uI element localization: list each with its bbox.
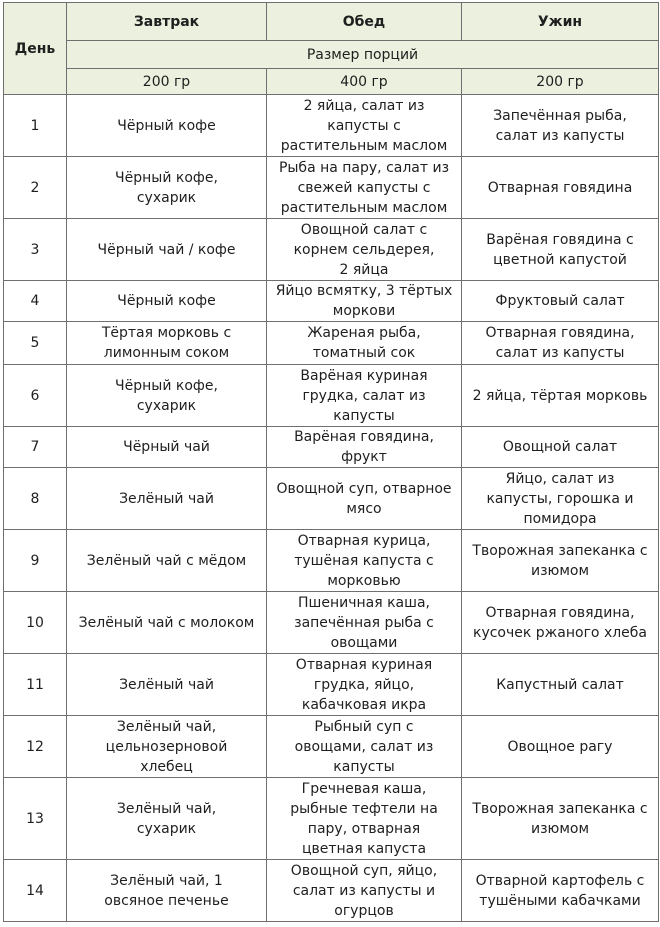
table-row bbox=[4, 716, 659, 778]
breakfast-line: Зелёный чай с молоком bbox=[78, 614, 255, 631]
dinner-line: Запечённая рыба, bbox=[493, 107, 627, 124]
lunch-line: 2 яйца, салат из bbox=[303, 97, 425, 114]
table-row bbox=[4, 468, 659, 530]
lunch-cell bbox=[267, 365, 462, 427]
lunch-cell bbox=[267, 860, 462, 922]
table-row bbox=[4, 365, 659, 427]
table-row bbox=[4, 219, 659, 281]
day-cell: 1 bbox=[4, 95, 67, 157]
header-dinner: Ужин bbox=[462, 3, 659, 41]
dinner-cell bbox=[462, 778, 659, 860]
table-row bbox=[4, 654, 659, 716]
lunch-line: огурцов bbox=[334, 902, 394, 919]
breakfast-cell bbox=[67, 530, 267, 592]
day-cell: 14 bbox=[4, 860, 67, 922]
table-row bbox=[4, 427, 659, 468]
dinner-cell bbox=[462, 281, 659, 322]
breakfast-line: сухарик bbox=[136, 397, 197, 414]
dinner-line: Яйцо, салат из bbox=[505, 470, 615, 487]
header-day: День bbox=[4, 3, 67, 95]
lunch-line: грудка, яйцо, bbox=[313, 676, 415, 693]
dinner-line: 2 яйца, тёртая морковь bbox=[472, 387, 648, 404]
lunch-line: капусты bbox=[333, 407, 395, 424]
dinner-cell bbox=[462, 530, 659, 592]
dinner-line: салат из капусты bbox=[495, 345, 625, 361]
lunch-line: корнем сельдерея, bbox=[293, 241, 435, 258]
breakfast-line: Зелёный чай с мёдом bbox=[86, 552, 247, 569]
lunch-line: салат из капусты и bbox=[292, 882, 436, 899]
lunch-line: овощами bbox=[330, 634, 398, 651]
breakfast-line: хлебец bbox=[140, 758, 193, 775]
portion-dinner: 200 гр bbox=[462, 69, 659, 95]
lunch-line: моркови bbox=[332, 303, 396, 319]
breakfast-line: цельнозерновой bbox=[105, 738, 228, 755]
breakfast-cell bbox=[67, 468, 267, 530]
day-cell: 3 bbox=[4, 219, 67, 281]
lunch-line: Отварная куриная bbox=[295, 656, 433, 673]
lunch-line: свежей капусты с bbox=[297, 179, 431, 196]
day-cell: 12 bbox=[4, 716, 67, 778]
lunch-line: капусты с bbox=[327, 117, 401, 134]
dinner-line: изюмом bbox=[530, 562, 590, 579]
breakfast-cell bbox=[67, 219, 267, 281]
breakfast-cell bbox=[67, 654, 267, 716]
table-body bbox=[4, 95, 659, 922]
dinner-cell bbox=[462, 654, 659, 716]
dinner-line: Варёная говядина с bbox=[486, 231, 634, 248]
dinner-line: Отварная говядина, bbox=[485, 604, 635, 621]
breakfast-line: Чёрный кофе bbox=[117, 117, 216, 134]
lunch-line: Пшеничная каша, bbox=[298, 594, 430, 611]
breakfast-line: Зелёный чай, 1 bbox=[110, 872, 223, 889]
lunch-cell bbox=[267, 281, 462, 322]
dinner-line: Капустный салат bbox=[496, 676, 624, 693]
day-cell: 13 bbox=[4, 778, 67, 860]
lunch-line: растительным маслом bbox=[280, 199, 448, 216]
breakfast-line: Зелёный чай, bbox=[116, 718, 217, 735]
lunch-line: Овощной салат с bbox=[300, 221, 428, 238]
lunch-cell bbox=[267, 219, 462, 281]
breakfast-line: Зелёный чай bbox=[119, 676, 214, 693]
dinner-line: кусочек ржаного хлеба bbox=[472, 624, 648, 641]
lunch-line: морковью bbox=[327, 572, 401, 589]
portion-breakfast: 200 гр bbox=[67, 69, 267, 95]
table-row bbox=[4, 530, 659, 592]
lunch-cell bbox=[267, 322, 462, 365]
lunch-line: растительным маслом bbox=[280, 137, 448, 154]
breakfast-cell bbox=[67, 157, 267, 219]
lunch-line: Жареная рыба, bbox=[307, 325, 421, 341]
lunch-line: запечённая рыба с bbox=[294, 614, 434, 631]
day-cell: 10 bbox=[4, 592, 67, 654]
breakfast-line: Зелёный чай, bbox=[116, 800, 217, 817]
dinner-line: Творожная запеканка с bbox=[472, 800, 648, 817]
breakfast-line: Чёрный кофе, bbox=[115, 169, 218, 186]
header-portion-size: Размер порций bbox=[67, 41, 659, 69]
lunch-cell bbox=[267, 468, 462, 530]
lunch-line: томатный сок bbox=[312, 345, 416, 361]
lunch-line: рыбные тефтели на bbox=[290, 800, 438, 817]
lunch-cell bbox=[267, 530, 462, 592]
lunch-line: 2 яйца bbox=[339, 261, 389, 278]
dinner-line: Отварной картофель с bbox=[475, 872, 645, 889]
dinner-cell bbox=[462, 219, 659, 281]
breakfast-line: Чёрный чай bbox=[123, 439, 210, 455]
lunch-line: цветная капуста bbox=[301, 840, 427, 857]
lunch-line: Гречневая каша, bbox=[301, 780, 427, 797]
header-breakfast: Завтрак bbox=[67, 3, 267, 41]
lunch-line: тушёная капуста с bbox=[294, 552, 434, 569]
lunch-line: Яйцо всмятку, 3 тёртых bbox=[275, 283, 453, 299]
table-row bbox=[4, 322, 659, 365]
lunch-line: Рыба на пару, салат из bbox=[278, 159, 450, 176]
breakfast-cell bbox=[67, 592, 267, 654]
table-row bbox=[4, 778, 659, 860]
breakfast-line: сухарик bbox=[136, 189, 197, 206]
dinner-line: капусты, горошка и bbox=[486, 490, 634, 507]
dinner-line: Творожная запеканка с bbox=[472, 542, 648, 559]
lunch-cell bbox=[267, 427, 462, 468]
dinner-cell bbox=[462, 592, 659, 654]
table-row bbox=[4, 281, 659, 322]
dinner-line: Фруктовый салат bbox=[495, 293, 625, 309]
dinner-line: Отварная говядина bbox=[487, 179, 633, 196]
day-cell: 6 bbox=[4, 365, 67, 427]
day-cell: 8 bbox=[4, 468, 67, 530]
lunch-line: Овощной суп, отварное bbox=[276, 480, 452, 497]
portion-lunch: 400 гр bbox=[267, 69, 462, 95]
dinner-cell bbox=[462, 716, 659, 778]
breakfast-cell bbox=[67, 778, 267, 860]
dinner-cell bbox=[462, 322, 659, 365]
table-row bbox=[4, 157, 659, 219]
diet-menu-table bbox=[3, 2, 659, 922]
lunch-cell bbox=[267, 716, 462, 778]
day-cell: 7 bbox=[4, 427, 67, 468]
lunch-line: грудка, салат из bbox=[302, 387, 426, 404]
lunch-cell bbox=[267, 157, 462, 219]
dinner-cell bbox=[462, 95, 659, 157]
dinner-line: цветной капустой bbox=[493, 251, 627, 268]
day-cell: 11 bbox=[4, 654, 67, 716]
breakfast-cell bbox=[67, 95, 267, 157]
dinner-cell bbox=[462, 468, 659, 530]
day-cell: 2 bbox=[4, 157, 67, 219]
day-cell: 4 bbox=[4, 281, 67, 322]
dinner-line: тушёными кабачками bbox=[479, 892, 641, 909]
breakfast-line: овсяное печенье bbox=[104, 892, 229, 909]
breakfast-cell bbox=[67, 322, 267, 365]
table-row bbox=[4, 860, 659, 922]
lunch-line: фрукт bbox=[341, 449, 387, 465]
dinner-line: Отварная говядина, bbox=[485, 325, 635, 341]
dinner-cell bbox=[462, 157, 659, 219]
table-header bbox=[4, 3, 659, 95]
dinner-line: помидора bbox=[523, 510, 597, 527]
breakfast-line: Зелёный чай bbox=[119, 490, 214, 507]
lunch-line: кабачковая икра bbox=[301, 696, 427, 713]
breakfast-cell bbox=[67, 281, 267, 322]
dinner-cell bbox=[462, 860, 659, 922]
lunch-line: капусты bbox=[333, 758, 395, 775]
day-cell: 9 bbox=[4, 530, 67, 592]
breakfast-line: Чёрный чай / кофе bbox=[97, 241, 236, 258]
dinner-cell bbox=[462, 427, 659, 468]
breakfast-cell bbox=[67, 860, 267, 922]
lunch-line: мясо bbox=[346, 500, 382, 517]
lunch-cell bbox=[267, 592, 462, 654]
header-lunch: Обед bbox=[267, 3, 462, 41]
breakfast-cell bbox=[67, 365, 267, 427]
lunch-line: Рыбный суп с bbox=[314, 718, 414, 735]
day-cell: 5 bbox=[4, 322, 67, 365]
dinner-line: Овощной салат bbox=[502, 439, 618, 455]
lunch-line: овощами, салат из bbox=[294, 738, 434, 755]
breakfast-cell bbox=[67, 716, 267, 778]
breakfast-cell bbox=[67, 427, 267, 468]
dinner-line: изюмом bbox=[530, 820, 590, 837]
breakfast-line: сухарик bbox=[136, 820, 197, 837]
breakfast-line: лимонным соком bbox=[103, 345, 230, 361]
breakfast-line: Тёртая морковь с bbox=[101, 325, 232, 341]
lunch-line: Овощной суп, яйцо, bbox=[290, 862, 438, 879]
lunch-cell bbox=[267, 95, 462, 157]
dinner-line: Овощное рагу bbox=[507, 738, 613, 755]
lunch-line: пару, отварная bbox=[307, 820, 421, 837]
lunch-line: Варёная говядина, bbox=[294, 429, 434, 445]
lunch-line: Варёная куриная bbox=[300, 367, 428, 384]
lunch-line: Отварная курица, bbox=[297, 532, 431, 549]
table-row bbox=[4, 95, 659, 157]
lunch-cell bbox=[267, 778, 462, 860]
lunch-cell bbox=[267, 654, 462, 716]
table-row bbox=[4, 592, 659, 654]
dinner-line: салат из капусты bbox=[495, 127, 625, 144]
breakfast-line: Чёрный кофе bbox=[117, 293, 216, 309]
dinner-cell bbox=[462, 365, 659, 427]
breakfast-line: Чёрный кофе, bbox=[115, 377, 218, 394]
